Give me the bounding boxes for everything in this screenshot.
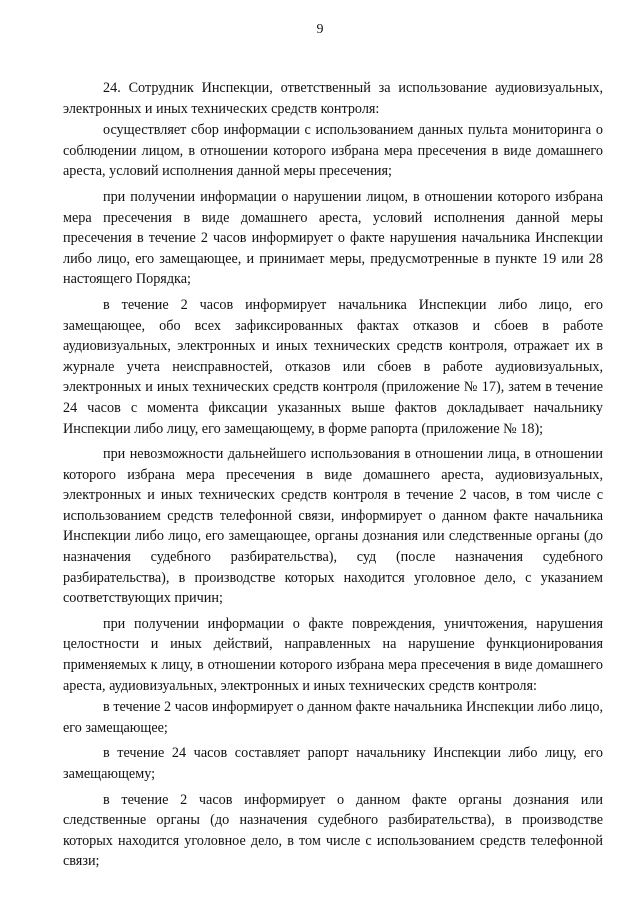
paragraph-damage-info: при получении информации о факте повреждения, уничтожения, нарушения целостности и иных действий, направленных на нарушение функционирования применяемых к лицу, в отношении которого избрана мера пресечения в виде домашнего ареста, аудиовизуальных, электронных и иных технических средств контроля:	[63, 615, 603, 694]
paragraph-collect-info: осуществляет сбор информации с использованием данных пульта мониторинга о соблюдении лицом, в отношении которого избрана мера пресечения в виде домашнего ареста, условий исполнения данной меры пресечения;	[63, 122, 603, 180]
paragraph-failures-report: в течение 2 часов информирует начальника Инспекции либо лицо, его замещающее, обо всех зафиксированных фактах отказов и сбоев в работе аудиовизуальных, электронных и иных технических средств контроля, отражает их в журнале учета неисправностей, отказов или сбоев в работе аудиовизуальных, электронных и иных технических средств контроля (приложение № 17), затем в течение 24 часов с момента фиксации указанных выше фактов докладывает начальнику Инспекции либо лицу, его замещающему, в форме рапорта (приложение № 18);	[63, 296, 603, 437]
paragraph-impossibility: при невозможности дальнейшего использования в отношении лица, в отношении которого избрана мера пресечения в виде домашнего ареста, аудиовизуальных, электронных и иных технических средств контроля в течение 2 часов, в том числе с использованием средств телефонной связи, информирует о данном факте начальника Инспекции либо лицо, его замещающее, органы дознания или следственные органы (до назначения судебного разбирательства), суд (после назначения судебного разбирательства), в производстве которых находится уголовное дело, с указанием соответствующих причин;	[63, 446, 603, 607]
page-number: 9	[316, 22, 324, 37]
paragraph-report-24h: в течение 24 часов составляет рапорт начальнику Инспекции либо лицу, его замещающему;	[63, 745, 603, 782]
paragraph-24-heading: 24. Сотрудник Инспекции, ответственный за использование аудиовизуальных, электронных и иных технических средств контроля:	[63, 80, 603, 117]
document-body	[63, 78, 603, 877]
paragraph-inform-head: в течение 2 часов информирует о данном факте начальника Инспекции либо лицо, его замещающее;	[63, 699, 603, 736]
paragraph-violation-info: при получении информации о нарушении лицом, в отношении которого избрана мера пресечения в виде домашнего ареста, условий исполнения данной меры пресечения в течение 2 часов информирует о факте нарушения начальника Инспекции либо лицо, его замещающее, и принимает меры, предусмотренные в пункте 19 или 28 настоящего Порядка;	[63, 188, 603, 288]
paragraph-inform-bodies: в течение 2 часов информирует о данном факте органы дознания или следственные органы (до назначения судебного разбирательства), в производстве которых находится уголовное дело, в том числе с использованием средств телефонной связи;	[63, 791, 603, 870]
